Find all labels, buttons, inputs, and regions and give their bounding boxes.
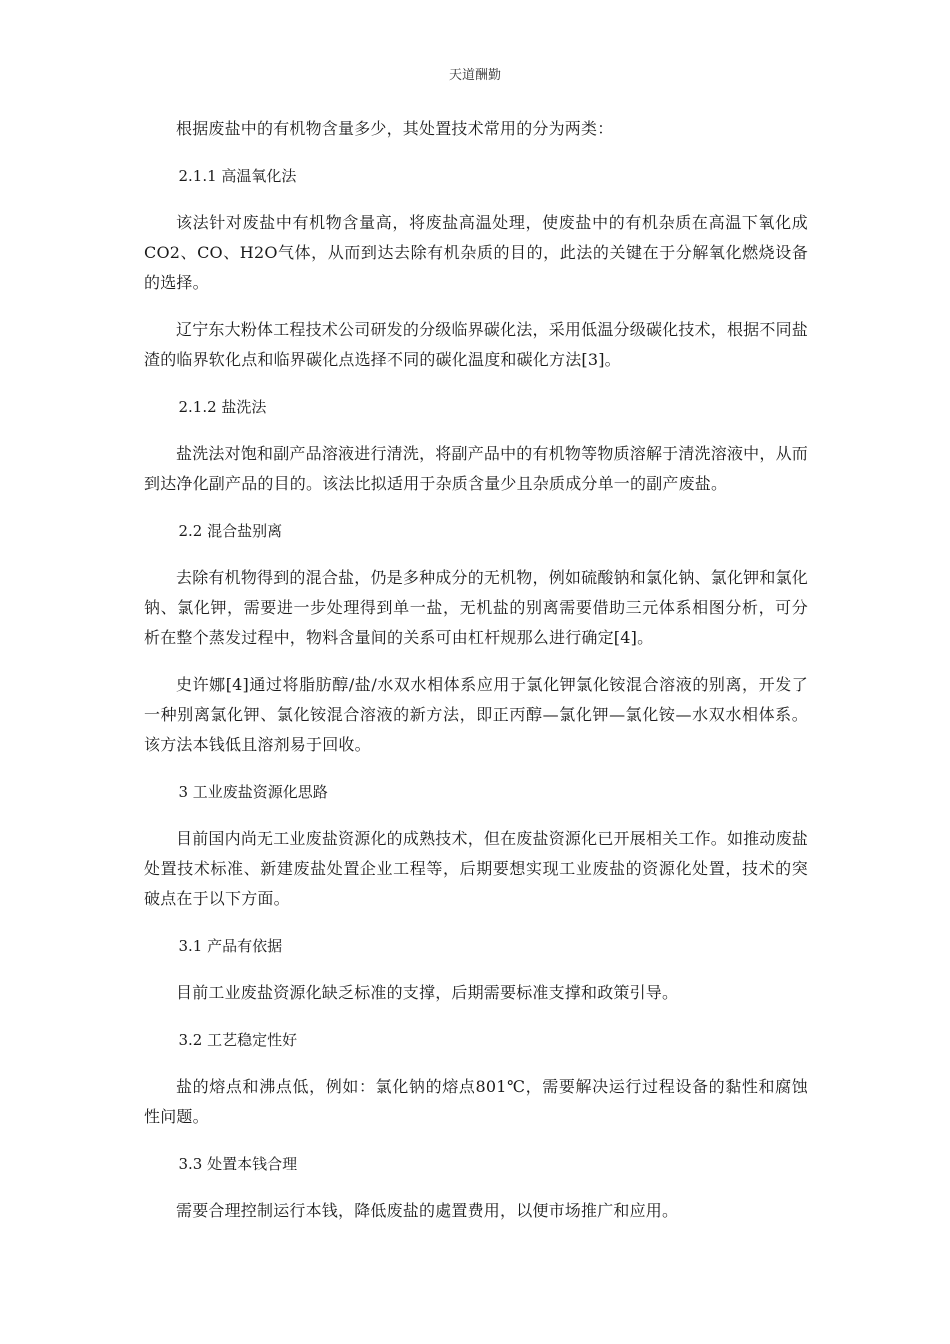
paragraph-process-stability: 盐的熔点和沸点低，例如：氯化钠的熔点801℃，需要解决运行过程设备的黏性和腐蚀性问题。 [144, 1077, 808, 1126]
paragraph-high-temp-oxidation: 该法针对废盐中有机物含量高，将废盐高温处理，使废盐中的有机杂质在高温下氧化成CO2、CO、H2O气体，从而到达去除有机杂质的目的，此法的关键在于分解氧化燃烧设备的选择。 [144, 213, 808, 292]
section-heading-2-1-1: 2.1.1 高温氧化法 [178, 167, 297, 185]
paragraph-mixed-salt: 去除有机物得到的混合盐，仍是多种成分的无机物，例如硫酸钠和氯化钠、氯化钾和氯化钠、氯化钾，需要进一步处理得到单一盐，无机盐的别离需要借助三元体系相图分析，可分析在整个蒸发过程中，物料含量间的关系可由杠杆规那么进行确定[4]。 [144, 568, 808, 647]
section-heading-3-2: 3.2 工艺稳定性好 [178, 1031, 298, 1049]
paragraph-aqueous-two-phase: 史许娜[4]通过将脂肪醇/盐/水双水相体系应用于氯化钾氯化铵混合溶液的别离，开发了一种别离氯化钾、氯化铵混合溶液的新方法，即正丙醇—氯化钾—氯化铵—水双水相体系。该方法本钱低且溶剂易于回收。 [144, 675, 808, 754]
section-heading-2-1-2: 2.1.2 盐洗法 [178, 398, 267, 416]
paragraph-intro: 根据废盐中的有机物含量多少，其处置技术常用的分为两类： [176, 119, 614, 138]
paragraph-carbonization: 辽宁东大粉体工程技术公司研发的分级临界碳化法，采用低温分级碳化技术，根据不同盐渣的临界软化点和临界碳化点选择不同的碳化温度和碳化方法[3]。 [144, 320, 808, 369]
section-heading-3: 3 工业废盐资源化思路 [178, 783, 328, 801]
section-heading-3-3: 3.3 处置本钱合理 [178, 1155, 298, 1173]
paragraph-salt-washing: 盐洗法对饱和副产品溶液进行清洗，将副产品中的有机物等物质溶解于清洗溶液中，从而到达净化副产品的目的。该法比拟适用于杂质含量少且杂质成分单一的副产废盐。 [144, 444, 808, 493]
paragraph-standards: 目前工业废盐资源化缺乏标准的支撑，后期需要标准支撑和政策引导。 [176, 983, 679, 1002]
section-heading-2-2: 2.2 混合盐别离 [178, 522, 283, 540]
page-header: 天道酬勤 [448, 68, 501, 83]
document-body [144, 114, 808, 1243]
paragraph-cost: 需要合理控制运行本钱，降低废盐的處置费用，以便市场推广和应用。 [176, 1201, 679, 1220]
section-heading-3-1: 3.1 产品有依据 [178, 937, 283, 955]
paragraph-resource-status: 目前国内尚无工业废盐资源化的成熟技术，但在废盐资源化已开展相关工作。如推动废盐处置技术标准、新建废盐处置企业工程等，后期要想实现工业废盐的资源化处置，技术的突破点在于以下方面。 [144, 829, 808, 908]
